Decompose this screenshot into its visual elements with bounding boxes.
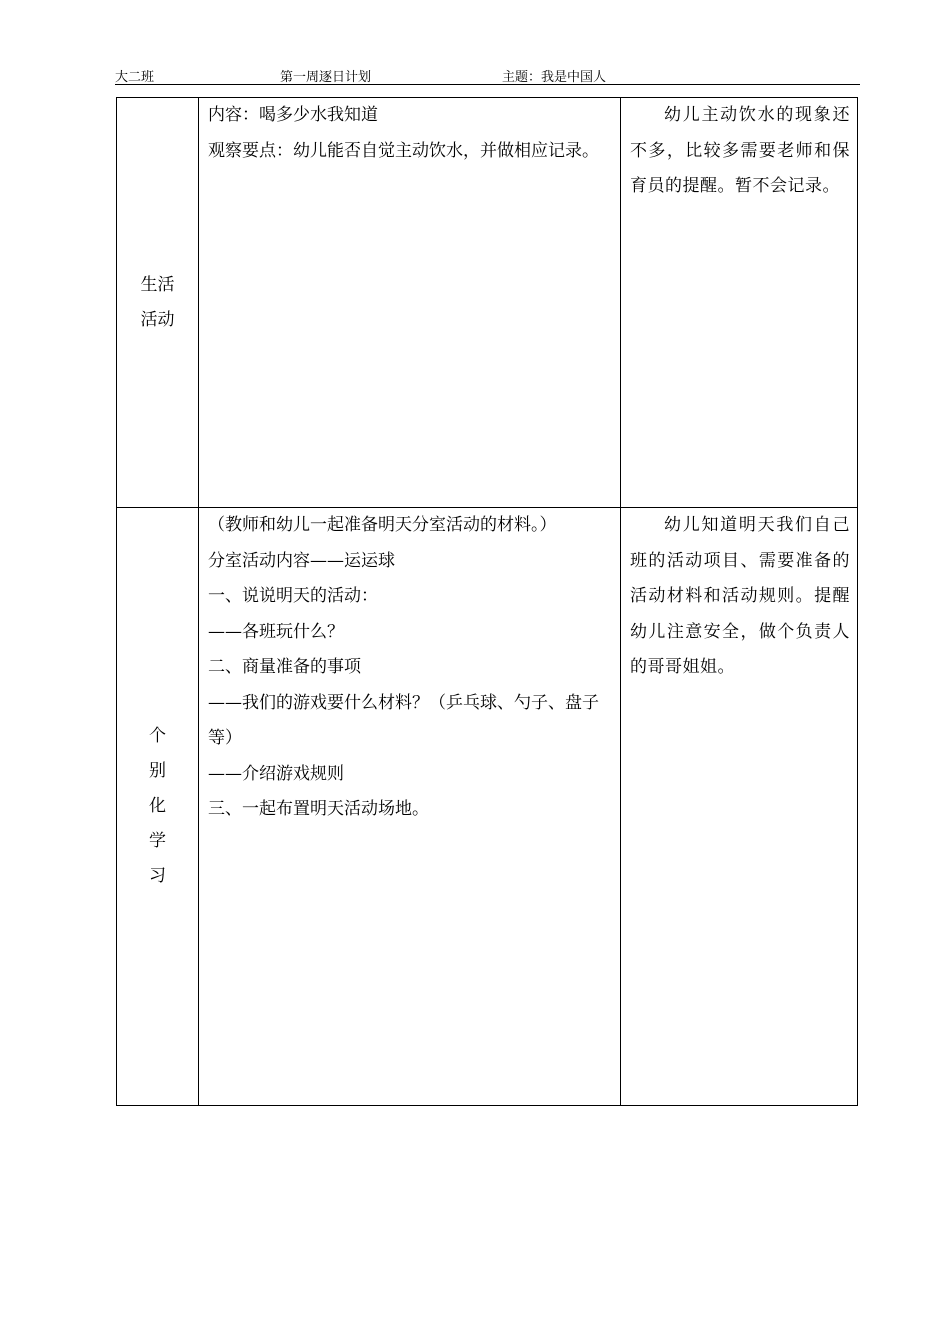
theme-label: 主题：我是中国人 xyxy=(502,70,607,85)
row-label-cell xyxy=(117,508,199,1106)
activity-content-cell xyxy=(199,98,621,508)
observation-remark-cell xyxy=(621,98,858,508)
row-label-line: 习 xyxy=(149,866,166,886)
activity-content-cell xyxy=(199,508,621,1106)
content-line: ——各班玩什么？ xyxy=(208,621,344,642)
row-label-line: 活动 xyxy=(140,309,175,330)
row-label-line: 个 xyxy=(149,726,166,746)
row-label-line: 别 xyxy=(149,761,166,781)
row-label-cell xyxy=(117,98,199,508)
week-plan-title: 第一周逐日计划 xyxy=(280,70,372,85)
remark-text: 幼儿知道明天我们自己班的活动项目、需要准备的活动材料和活动规则。提醒幼儿注意安全，做个负责人的哥哥姐姐。 xyxy=(630,515,850,677)
row-label-line: 生活 xyxy=(140,274,175,295)
daily-plan-table xyxy=(116,97,858,1106)
row-label-line: 学 xyxy=(149,831,166,851)
row-label-line: 化 xyxy=(149,796,166,816)
table-row-life-activity xyxy=(117,98,858,508)
row-label xyxy=(117,268,198,338)
content-line: 内容：喝多少水我知道 xyxy=(208,105,378,125)
class-name: 大二班 xyxy=(115,70,155,85)
table-row-individual-learning xyxy=(117,508,858,1106)
observation-remark-cell xyxy=(621,508,858,1106)
remark-text: 幼儿主动饮水的现象还不多，比较多需要老师和保育员的提醒。暂不会记录。 xyxy=(630,105,850,196)
content-line: ——介绍游戏规则 xyxy=(208,763,344,784)
content-line: （教师和幼儿一起准备明天分室活动的材料。） xyxy=(208,515,557,535)
content-line: 二、商量准备的事项 xyxy=(208,657,361,677)
content-line: ——我们的游戏要什么材料？（乒乓球、勺子、盘子等） xyxy=(208,692,599,748)
content-line: 观察要点：幼儿能否自觉主动饮水，并做相应记录。 xyxy=(208,140,599,161)
row-label xyxy=(117,719,198,894)
page-header xyxy=(115,64,860,85)
content-line: 三、一起布置明天活动场地。 xyxy=(208,799,429,819)
content-line: 分室活动内容——运运球 xyxy=(208,550,395,571)
content-line: 一、说说明天的活动： xyxy=(208,586,378,606)
